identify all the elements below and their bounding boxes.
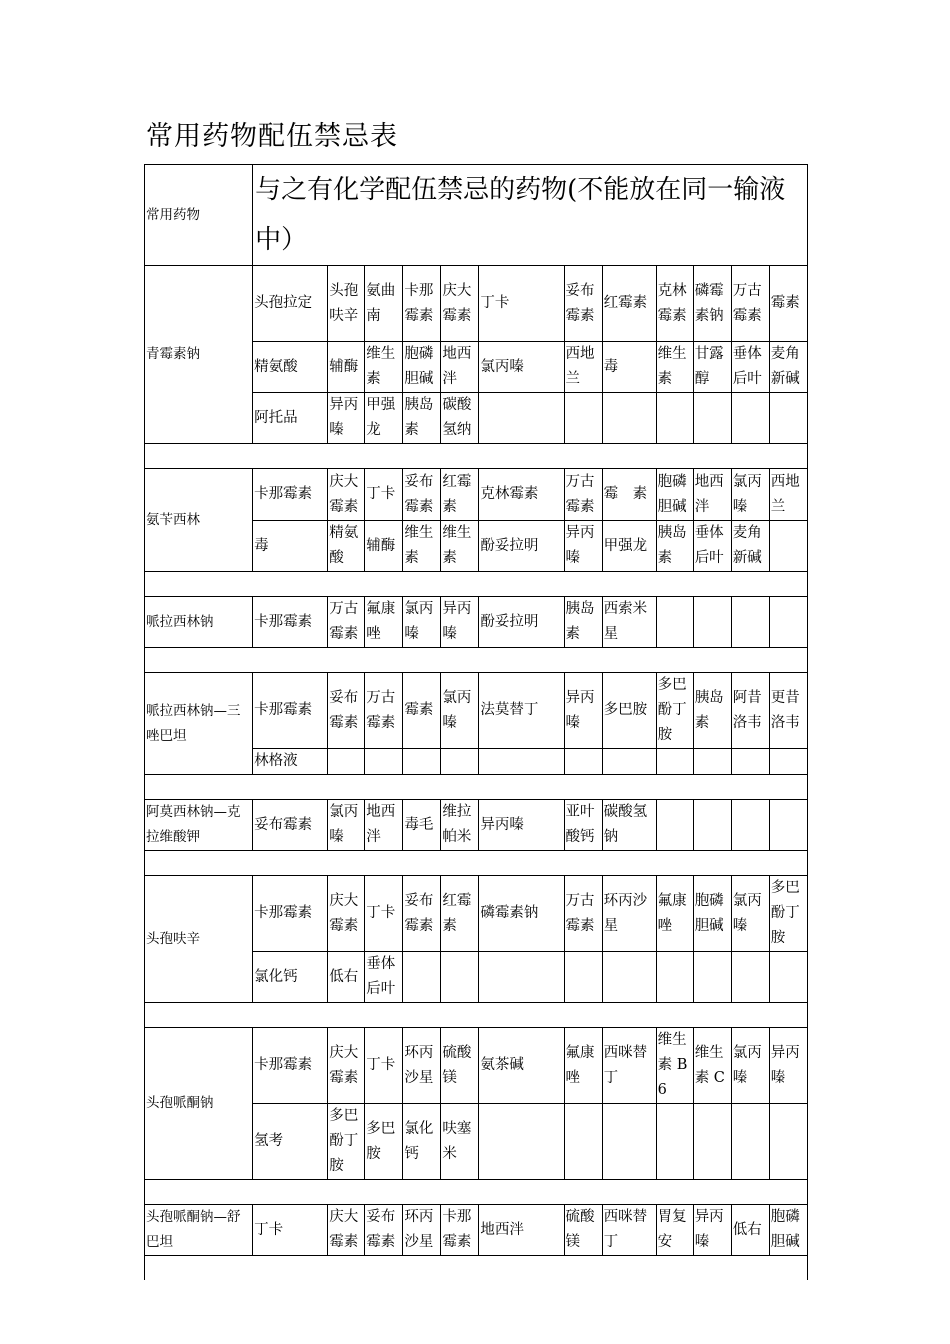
incompatible-drug-cell: 妥布霉素 <box>403 469 441 521</box>
incompatible-drug-cell: 林格液 <box>253 749 328 775</box>
incompatible-drug-cell: 西地兰 <box>769 469 807 521</box>
incompatible-drug-cell: 卡那霉素 <box>253 673 328 749</box>
incompatible-drug-cell: 异丙嗪 <box>441 597 479 648</box>
spacer-cell <box>145 1180 808 1205</box>
spacer-row <box>145 775 808 800</box>
common-drug-cell: 哌拉西林钠 <box>145 597 253 648</box>
incompatible-drug-cell: 毒毛 <box>403 800 441 851</box>
incompatible-drug-cell <box>365 749 403 775</box>
incompatible-drug-cell: 妥布霉素 <box>365 1205 403 1256</box>
incompatible-drug-cell: 卡那霉素 <box>403 266 441 342</box>
incompatible-drug-cell: 碳酸氢钠 <box>602 800 656 851</box>
incompatible-drug-cell: 西索米星 <box>602 597 656 648</box>
incompatible-drug-cell: 环丙沙星 <box>403 1205 441 1256</box>
incompatible-drug-cell: 卡那霉素 <box>441 1205 479 1256</box>
incompatible-drug-cell: 胰岛素 <box>693 673 731 749</box>
incompatible-drug-cell: 更昔洛韦 <box>769 673 807 749</box>
incompatible-drug-cell: 庆大霉素 <box>328 1205 365 1256</box>
incompatible-drug-cell: 麦角新碱 <box>769 342 807 393</box>
incompatible-drug-cell: 硫酸镁 <box>564 1205 602 1256</box>
incompatible-drug-cell <box>479 393 564 444</box>
incompatible-drug-cell: 丁卡 <box>365 469 403 521</box>
incompatible-drug-cell: 丁卡 <box>479 266 564 342</box>
incompatible-drug-cell <box>403 749 441 775</box>
incompatible-drug-cell: 多巴胺 <box>602 673 656 749</box>
incompatible-drug-cell: 硫酸镁 <box>441 1028 479 1104</box>
table-body <box>145 165 808 1281</box>
incompatible-drug-cell: 氯丙嗪 <box>403 597 441 648</box>
incompatible-drug-cell <box>602 393 656 444</box>
incompatible-drug-cell: 环丙沙星 <box>403 1028 441 1104</box>
incompatible-drug-cell <box>656 952 693 1003</box>
incompatible-drug-cell: 卡那霉素 <box>253 876 328 952</box>
incompatible-drug-cell: 氨茶碱 <box>479 1028 564 1104</box>
incompatible-drug-cell: 胃复安 <box>656 1205 693 1256</box>
incompatible-drug-cell: 法莫替丁 <box>479 673 564 749</box>
incompatibility-table <box>144 164 808 1280</box>
incompatible-drug-cell: 甲强龙 <box>365 393 403 444</box>
incompatible-drug-cell: 万古霉素 <box>564 469 602 521</box>
spacer-cell <box>145 851 808 876</box>
incompatible-drug-cell: 万古霉素 <box>328 597 365 648</box>
incompatible-drug-cell: 异丙嗪 <box>564 673 602 749</box>
incompatible-drug-cell: 克林霉素 <box>479 469 564 521</box>
incompatible-drug-cell <box>479 749 564 775</box>
incompatible-drug-cell: 氯丙嗪 <box>731 1028 769 1104</box>
incompatible-drug-cell <box>564 749 602 775</box>
incompatible-drug-cell: 精氨酸 <box>253 342 328 393</box>
incompatible-drug-cell: 异丙嗪 <box>328 393 365 444</box>
incompatible-drug-cell: 头孢呋辛 <box>328 266 365 342</box>
common-drug-cell: 青霉素钠 <box>145 266 253 444</box>
incompatible-drug-cell: 氟康唑 <box>656 876 693 952</box>
incompatible-drug-cell <box>731 1104 769 1180</box>
incompatible-drug-cell <box>693 1104 731 1180</box>
incompatible-drug-cell <box>731 393 769 444</box>
incompatible-drug-cell <box>602 1104 656 1180</box>
incompatible-drug-cell: 维生素 <box>656 342 693 393</box>
incompatible-drug-cell: 万古霉素 <box>564 876 602 952</box>
incompatible-drug-cell <box>769 952 807 1003</box>
incompatible-drug-cell <box>403 952 441 1003</box>
incompatible-drug-cell <box>656 597 693 648</box>
incompatible-drug-cell: 妥布霉素 <box>328 673 365 749</box>
incompatible-drug-cell <box>731 952 769 1003</box>
table-row <box>145 876 808 952</box>
incompatible-drug-cell: 丁卡 <box>365 876 403 952</box>
incompatible-drug-cell: 辅酶 <box>328 342 365 393</box>
incompatible-drug-cell: 丁卡 <box>365 1028 403 1104</box>
incompatible-drug-cell <box>769 393 807 444</box>
header-incompatible-drugs: 与之有化学配伍禁忌的药物(不能放在同一输液中） <box>253 165 808 266</box>
incompatible-drug-cell <box>479 1104 564 1180</box>
spacer-cell <box>145 444 808 469</box>
incompatible-drug-cell: 维生素 C <box>693 1028 731 1104</box>
incompatible-drug-cell: 万古霉素 <box>731 266 769 342</box>
incompatible-drug-cell <box>693 800 731 851</box>
incompatible-drug-cell: 妥布霉素 <box>564 266 602 342</box>
spacer-cell <box>145 775 808 800</box>
incompatible-drug-cell <box>769 521 807 572</box>
incompatible-drug-cell: 胰岛素 <box>403 393 441 444</box>
incompatible-drug-cell: 阿昔洛韦 <box>731 673 769 749</box>
incompatible-drug-cell: 庆大霉素 <box>441 266 479 342</box>
incompatible-drug-cell: 酚妥拉明 <box>479 597 564 648</box>
incompatible-drug-cell: 胞磷胆碱 <box>656 469 693 521</box>
incompatible-drug-cell: 氯丙嗪 <box>731 876 769 952</box>
incompatible-drug-cell <box>693 952 731 1003</box>
incompatible-drug-cell: 万古霉素 <box>365 673 403 749</box>
incompatible-drug-cell <box>769 800 807 851</box>
incompatible-drug-cell: 磷霉素钠 <box>693 266 731 342</box>
incompatible-drug-cell <box>564 393 602 444</box>
incompatible-drug-cell: 异丙嗪 <box>769 1028 807 1104</box>
incompatible-drug-cell <box>602 749 656 775</box>
incompatible-drug-cell: 红霉素 <box>441 469 479 521</box>
incompatible-drug-cell: 麦角新碱 <box>731 521 769 572</box>
incompatible-drug-cell <box>769 597 807 648</box>
incompatible-drug-cell: 地西泮 <box>479 1205 564 1256</box>
incompatible-drug-cell: 红霉素 <box>602 266 656 342</box>
incompatible-drug-cell: 环丙沙星 <box>602 876 656 952</box>
incompatible-drug-cell <box>656 749 693 775</box>
incompatible-drug-cell: 维生素 <box>441 521 479 572</box>
incompatible-drug-cell: 西地兰 <box>564 342 602 393</box>
incompatible-drug-cell: 维生素 <box>365 342 403 393</box>
incompatible-drug-cell: 甘露醇 <box>693 342 731 393</box>
incompatible-drug-cell: 垂体后叶 <box>365 952 403 1003</box>
spacer-row <box>145 1003 808 1028</box>
incompatible-drug-cell: 胞磷胆碱 <box>693 876 731 952</box>
table-row <box>145 266 808 342</box>
incompatible-drug-cell: 维生素 B6 <box>656 1028 693 1104</box>
incompatible-drug-cell: 氯丙嗪 <box>731 469 769 521</box>
spacer-cell <box>145 1003 808 1028</box>
incompatible-drug-cell <box>441 749 479 775</box>
incompatible-drug-cell: 异丙嗪 <box>564 521 602 572</box>
incompatible-drug-cell: 霉素 <box>403 673 441 749</box>
incompatible-drug-cell: 霉 素 <box>602 469 656 521</box>
incompatible-drug-cell: 毒 <box>602 342 656 393</box>
incompatible-drug-cell: 地西泮 <box>365 800 403 851</box>
spacer-row <box>145 648 808 673</box>
incompatible-drug-cell <box>564 952 602 1003</box>
incompatible-drug-cell <box>656 800 693 851</box>
incompatible-drug-cell: 氨曲南 <box>365 266 403 342</box>
incompatible-drug-cell <box>693 597 731 648</box>
incompatible-drug-cell <box>441 952 479 1003</box>
incompatible-drug-cell <box>693 393 731 444</box>
incompatible-drug-cell: 头孢拉定 <box>253 266 328 342</box>
incompatible-drug-cell: 甲强龙 <box>602 521 656 572</box>
incompatible-drug-cell: 氯化钙 <box>253 952 328 1003</box>
spacer-row <box>145 1180 808 1205</box>
incompatible-drug-cell: 氯丙嗪 <box>441 673 479 749</box>
incompatible-drug-cell: 丁卡 <box>253 1205 328 1256</box>
incompatible-drug-cell: 维生素 <box>403 521 441 572</box>
spacer-row <box>145 851 808 876</box>
incompatible-drug-cell: 地西泮 <box>693 469 731 521</box>
spacer-row <box>145 572 808 597</box>
incompatible-drug-cell: 庆大霉素 <box>328 469 365 521</box>
common-drug-cell: 头孢哌酮钠—舒巴坦 <box>145 1205 253 1256</box>
incompatible-drug-cell: 呋塞米 <box>441 1104 479 1180</box>
incompatible-drug-cell: 妥布霉素 <box>253 800 328 851</box>
common-drug-cell: 哌拉西林钠—三唑巴坦 <box>145 673 253 775</box>
incompatible-drug-cell: 多巴酚丁胺 <box>769 876 807 952</box>
incompatible-drug-cell: 低右 <box>328 952 365 1003</box>
incompatible-drug-cell: 卡那霉素 <box>253 1028 328 1104</box>
common-drug-cell: 阿莫西林钠—克拉维酸钾 <box>145 800 253 851</box>
incompatible-drug-cell: 妥布霉素 <box>403 876 441 952</box>
incompatible-drug-cell: 低右 <box>731 1205 769 1256</box>
spacer-row <box>145 444 808 469</box>
incompatible-drug-cell: 毒 <box>253 521 328 572</box>
incompatible-drug-cell <box>693 749 731 775</box>
incompatible-drug-cell: 亚叶酸钙 <box>564 800 602 851</box>
spacer-cell <box>145 1256 808 1281</box>
incompatible-drug-cell: 多巴酚丁胺 <box>328 1104 365 1180</box>
spacer-row <box>145 1256 808 1281</box>
incompatible-drug-cell: 卡那霉素 <box>253 469 328 521</box>
incompatible-drug-cell: 垂体后叶 <box>731 342 769 393</box>
incompatible-drug-cell: 异丙嗪 <box>693 1205 731 1256</box>
incompatible-drug-cell: 氟康唑 <box>564 1028 602 1104</box>
incompatible-drug-cell: 酚妥拉明 <box>479 521 564 572</box>
incompatible-drug-cell: 氯化钙 <box>403 1104 441 1180</box>
table-row <box>145 469 808 521</box>
table-row <box>145 1028 808 1104</box>
common-drug-cell: 头孢呋辛 <box>145 876 253 1003</box>
incompatible-drug-cell: 精氨酸 <box>328 521 365 572</box>
incompatible-drug-cell <box>656 393 693 444</box>
page-title: 常用药物配伍禁忌表 <box>146 121 398 152</box>
incompatible-drug-cell: 西咪替丁 <box>602 1205 656 1256</box>
incompatible-drug-cell <box>731 597 769 648</box>
incompatible-drug-cell: 多巴胺 <box>365 1104 403 1180</box>
common-drug-cell: 氨苄西林 <box>145 469 253 572</box>
incompatible-drug-cell: 西咪替丁 <box>602 1028 656 1104</box>
incompatible-drug-cell <box>602 952 656 1003</box>
incompatible-drug-cell: 霉素 <box>769 266 807 342</box>
incompatible-drug-cell <box>731 800 769 851</box>
incompatible-drug-cell: 辅酶 <box>365 521 403 572</box>
table-row <box>145 800 808 851</box>
incompatible-drug-cell: 垂体后叶 <box>693 521 731 572</box>
incompatible-drug-cell <box>769 749 807 775</box>
incompatible-drug-cell: 胞磷胆碱 <box>403 342 441 393</box>
incompatible-drug-cell: 多巴酚丁胺 <box>656 673 693 749</box>
incompatible-drug-cell: 氟康唑 <box>365 597 403 648</box>
incompatible-drug-cell: 地西泮 <box>441 342 479 393</box>
incompatible-drug-cell: 氯丙嗪 <box>328 800 365 851</box>
incompatible-drug-cell: 氢考 <box>253 1104 328 1180</box>
incompatible-drug-cell: 磷霉素钠 <box>479 876 564 952</box>
incompatible-drug-cell: 卡那霉素 <box>253 597 328 648</box>
incompatible-drug-cell <box>656 1104 693 1180</box>
incompatible-drug-cell: 胰岛素 <box>656 521 693 572</box>
common-drug-cell: 头孢哌酮钠 <box>145 1028 253 1180</box>
incompatible-drug-cell <box>731 749 769 775</box>
table-row <box>145 597 808 648</box>
incompatible-drug-cell: 庆大霉素 <box>328 876 365 952</box>
incompatible-drug-cell <box>479 952 564 1003</box>
table-header-row <box>145 165 808 266</box>
incompatible-drug-cell: 胰岛素 <box>564 597 602 648</box>
incompatible-drug-cell: 碳酸氢纳 <box>441 393 479 444</box>
incompatible-drug-cell <box>564 1104 602 1180</box>
header-common-drug: 常用药物 <box>145 165 253 266</box>
incompatible-drug-cell: 克林霉素 <box>656 266 693 342</box>
table-row <box>145 673 808 749</box>
incompatible-drug-cell: 庆大霉素 <box>328 1028 365 1104</box>
incompatible-drug-cell: 异丙嗪 <box>479 800 564 851</box>
spacer-cell <box>145 648 808 673</box>
incompatible-drug-cell <box>328 749 365 775</box>
spacer-cell <box>145 572 808 597</box>
incompatible-drug-cell: 阿托品 <box>253 393 328 444</box>
incompatible-drug-cell: 氯丙嗪 <box>479 342 564 393</box>
table-row <box>145 1205 808 1256</box>
incompatible-drug-cell: 红霉素 <box>441 876 479 952</box>
incompatible-drug-cell <box>769 1104 807 1180</box>
incompatible-drug-cell: 维拉帕米 <box>441 800 479 851</box>
incompatible-drug-cell: 胞磷胆碱 <box>769 1205 807 1256</box>
